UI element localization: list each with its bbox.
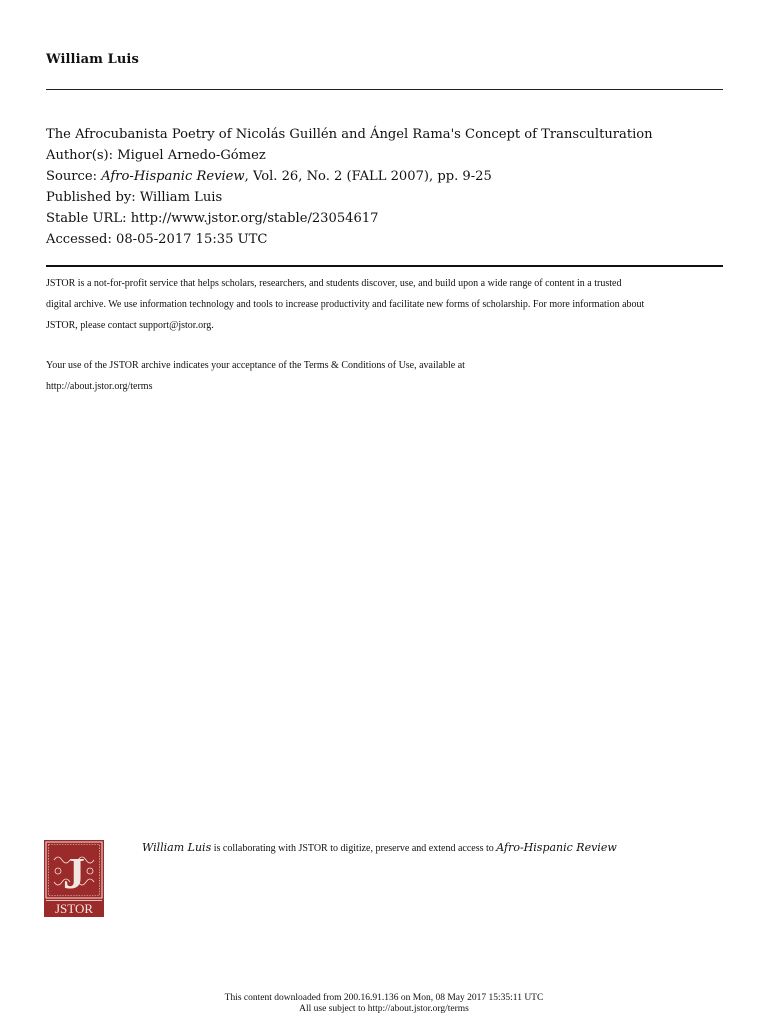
stable-url-line [46, 208, 736, 229]
terms-notice [46, 355, 726, 397]
accessed-line [46, 229, 736, 250]
collaboration-journal: Afro-Hispanic Review [496, 841, 617, 854]
terms-notice-line: Your use of the JSTOR archive indicates your acceptance of the Terms & Conditions of Use, available at [46, 360, 465, 371]
stable-url-link[interactable]: http://www.jstor.org/stable/23054617 [130, 211, 379, 226]
collaboration-partner: William Luis [142, 841, 212, 854]
accessed-date: 08-05-2017 15:35 UTC [116, 232, 268, 247]
publisher-header: William Luis [46, 52, 139, 67]
citation-block [46, 124, 736, 250]
jstor-notice-line-3: JSTOR, please contact support@jstor.org. [46, 320, 214, 331]
author-line [46, 145, 736, 166]
logo-wordmark: JSTOR [54, 901, 94, 916]
source-label: Source: [46, 169, 102, 184]
download-footer [0, 993, 768, 1015]
publisher-name: William Luis [139, 190, 223, 205]
jstor-notice-line-2: digital archive. We use information technology and tools to increase productivity and facilitate new forms of scholarship. For more information about [46, 299, 645, 310]
source-line [46, 166, 736, 187]
jstor-notice-line-1: JSTOR is a not-for-profit service that helps scholars, researchers, and students discover, use, and build upon a wide range of content in a trusted [46, 278, 622, 289]
header-divider [46, 89, 723, 90]
source-details: , Vol. 26, No. 2 (FALL 2007), pp. 9-25 [244, 169, 492, 184]
jstor-notice [46, 273, 726, 336]
collaboration-statement [142, 840, 617, 857]
terms-url-link[interactable]: http://about.jstor.org/terms [46, 381, 153, 392]
stable-url-label: Stable URL: [46, 211, 131, 226]
source-journal: Afro-Hispanic Review [101, 169, 245, 184]
footer-download-line: This content downloaded from 200.16.91.136 on Mon, 08 May 2017 15:35:11 UTC [224, 993, 544, 1003]
published-by-line [46, 187, 736, 208]
footer-terms-line: All use subject to http://about.jstor.org/terms [299, 1004, 469, 1014]
author-name: Miguel Arnedo-Gómez [117, 148, 266, 163]
citation-divider [46, 265, 723, 267]
article-title: The Afrocubanista Poetry of Nicolás Guillén and Ángel Rama's Concept of Transculturation [46, 127, 653, 142]
published-label: Published by: [46, 190, 140, 205]
jstor-logo-icon [44, 840, 104, 917]
accessed-label: Accessed: [46, 232, 117, 247]
logo-letter: J [63, 849, 85, 898]
collaboration-text: is collaborating with JSTOR to digitize, preserve and extend access to [211, 843, 497, 854]
author-label: Author(s): [46, 148, 118, 163]
